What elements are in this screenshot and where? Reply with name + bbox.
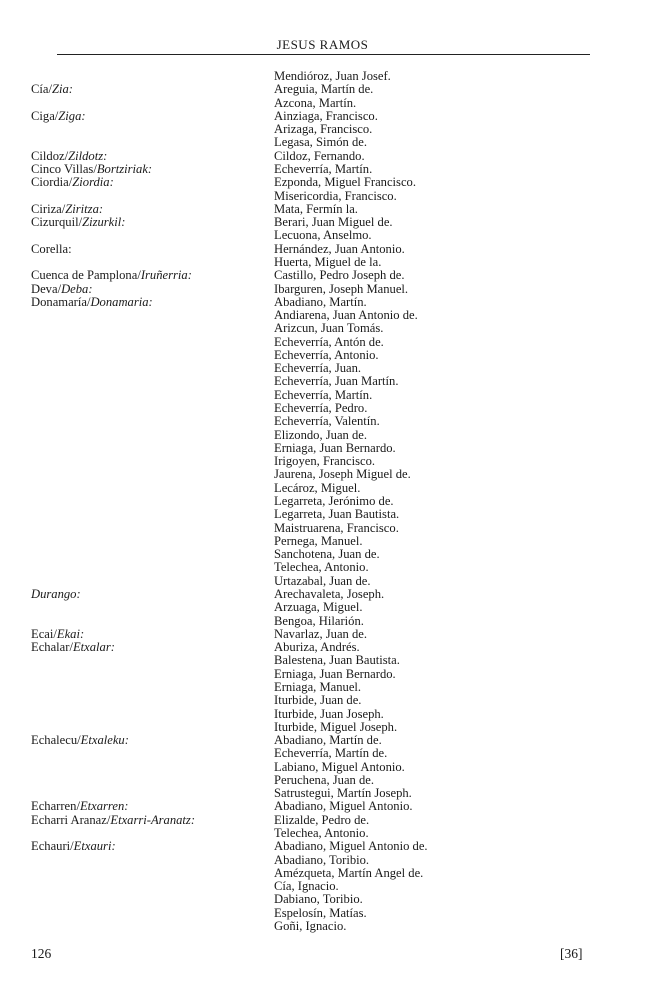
person-name: Abadiano, Martín de. (274, 733, 382, 748)
place-basque: Ziga: (58, 108, 86, 123)
place-name (31, 814, 195, 827)
place-name (31, 83, 73, 96)
index-row (0, 880, 645, 893)
index-row (0, 601, 645, 614)
person-name: Misericordia, Francisco. (274, 188, 397, 203)
header-rule (57, 54, 590, 55)
index-row (0, 243, 645, 256)
index-row (0, 269, 645, 282)
index-row (0, 893, 645, 906)
place-spanish: Ciordia/ (31, 175, 73, 190)
place-basque: Ziordia: (72, 175, 114, 190)
person-name: Erniaga, Juan Bernardo. (274, 666, 396, 681)
index-row (0, 176, 645, 189)
person-name: Erniaga, Juan Bernardo. (274, 440, 396, 455)
person-name: Peruchena, Juan de. (274, 772, 375, 787)
index-row (0, 495, 645, 508)
place-spanish: Ecai/ (31, 626, 57, 641)
person-name: Jaurena, Joseph Miguel de. (274, 467, 411, 482)
index-row (0, 216, 645, 229)
person-name: Cía, Ignacio. (274, 879, 339, 894)
index-row (0, 163, 645, 176)
index-row (0, 814, 645, 827)
index-row (0, 615, 645, 628)
index-row (0, 229, 645, 242)
person-name: Pernega, Manuel. (274, 533, 363, 548)
place-basque: Bortziriak: (96, 161, 153, 176)
person-name: Bengoa, Hilarión. (274, 613, 364, 628)
person-name: Arizcun, Juan Tomás. (274, 321, 384, 336)
place-basque: Donamaria: (90, 294, 153, 309)
person-name: Mata, Fermín la. (274, 201, 358, 216)
person-name: Ainziaga, Francisco. (274, 108, 378, 123)
person-name: Iturbide, Juan Joseph. (274, 706, 384, 721)
place-spanish: Echarri Aranaz/ (31, 812, 111, 827)
index-row (0, 522, 645, 535)
index-row (0, 336, 645, 349)
person-name: Echeverría, Juan Martín. (274, 374, 399, 389)
index-row (0, 309, 645, 322)
index-row (0, 442, 645, 455)
place-name (31, 840, 116, 853)
person-name: Lecároz, Miguel. (274, 480, 361, 495)
person-name: Hernández, Juan Antonio. (274, 241, 405, 256)
index-row (0, 508, 645, 521)
place-spanish: Ciriza/ (31, 201, 66, 216)
person-name: Echeverría, Martín de. (274, 746, 388, 761)
index-row (0, 827, 645, 840)
index-row (0, 694, 645, 707)
person-name: Irigoyen, Francisco. (274, 454, 376, 469)
index-row (0, 787, 645, 800)
person-name: Echeverría, Martín. (274, 387, 373, 402)
person-name: Espelosín, Matías. (274, 905, 367, 920)
person-name: Telechea, Antonio. (274, 826, 369, 841)
index-row (0, 561, 645, 574)
person-name: Telechea, Antonio. (274, 560, 369, 575)
person-name: Legarreta, Jerónimo de. (274, 494, 394, 508)
index-row (0, 150, 645, 163)
person-name: Abadiano, Miguel Antonio. (274, 799, 413, 814)
person-name: Ezponda, Miguel Francisco. (274, 175, 416, 190)
running-header: JESUS RAMOS (276, 37, 369, 52)
index-row (0, 641, 645, 654)
place-basque: Zildotz: (68, 148, 108, 163)
person-name: Abadiano, Toribio. (274, 852, 370, 867)
index-row (0, 867, 645, 880)
place-basque: Etxaleku: (80, 733, 129, 748)
person-name: Navarlaz, Juan de. (274, 626, 368, 641)
index-row (0, 256, 645, 269)
place-spanish: Cuenca de Pamplona/ (31, 268, 141, 283)
index-row (0, 97, 645, 110)
index-row (0, 283, 645, 296)
place-spanish: Ciga/ (31, 108, 59, 123)
person-name: Goñi, Ignacio. (274, 919, 347, 933)
place-basque: Etxalar: (72, 640, 115, 655)
index-row (0, 668, 645, 681)
person-name: Huerta, Miguel de la. (274, 254, 382, 269)
index-row (0, 70, 645, 83)
place-basque: Zia: (52, 82, 73, 97)
place-spanish: Cinco Villas/ (31, 161, 97, 176)
place-spanish: Deva/ (31, 281, 62, 296)
index-row (0, 362, 645, 375)
place-spanish: Cizurquil/ (31, 215, 83, 230)
index-row (0, 907, 645, 920)
person-name: Echeverría, Antonio. (274, 347, 379, 362)
person-name: Andiarena, Juan Antonio de. (274, 308, 418, 323)
place-spanish: Echalar/ (31, 640, 73, 655)
index-row (0, 110, 645, 123)
person-name: Arechavaleta, Joseph. (274, 586, 385, 601)
place-basque: Deba: (61, 281, 93, 296)
person-name: Cildoz, Fernando. (274, 148, 365, 163)
person-name: Sanchotena, Juan de. (274, 547, 380, 562)
index-row (0, 747, 645, 760)
page-number: 126 (31, 946, 52, 961)
person-name: Erniaga, Manuel. (274, 679, 362, 694)
person-name: Urtazabal, Juan de. (274, 573, 371, 588)
place-basque: Ekai: (56, 626, 85, 641)
index-row (0, 296, 645, 309)
person-name: Maistruarena, Francisco. (274, 520, 399, 535)
place-basque: Iruñerria: (140, 268, 192, 283)
index-list (0, 70, 645, 933)
index-row (0, 83, 645, 96)
place-basque: Zizurkil: (82, 215, 126, 230)
index-row (0, 774, 645, 787)
place-spanish: Echauri/ (31, 839, 74, 854)
person-name: Iturbide, Miguel Joseph. (274, 719, 398, 734)
index-row (0, 588, 645, 601)
index-row (0, 349, 645, 362)
place-name (31, 243, 72, 256)
place-name (31, 296, 153, 309)
index-row (0, 800, 645, 813)
bracket-page-number: [36] (560, 946, 583, 961)
person-name: Labiano, Miguel Antonio. (274, 759, 405, 774)
index-row (0, 190, 645, 203)
place-spanish: Cildoz/ (31, 148, 69, 163)
person-name: Elizondo, Juan de. (274, 427, 368, 442)
person-name: Echeverría, Pedro. (274, 401, 368, 416)
index-row (0, 575, 645, 588)
index-row (0, 375, 645, 388)
person-name: Echeverría, Juan. (274, 361, 362, 376)
place-name (31, 588, 81, 601)
index-row (0, 203, 645, 216)
place-basque: Ziritza: (65, 201, 104, 216)
index-row (0, 415, 645, 428)
index-row (0, 920, 645, 933)
place-basque: Etxarren: (79, 799, 129, 814)
person-name: Abadiano, Martín. (274, 294, 367, 309)
index-row (0, 123, 645, 136)
person-name: Lecuona, Anselmo. (274, 228, 372, 243)
place-basque: Etxarri-Aranatz: (110, 812, 196, 827)
person-name: Dabiano, Toribio. (274, 892, 363, 907)
index-row (0, 654, 645, 667)
place-spanish: Echarren/ (31, 799, 80, 814)
index-row (0, 721, 645, 734)
person-name: Abadiano, Miguel Antonio de. (274, 839, 428, 854)
index-row (0, 322, 645, 335)
person-name: Balestena, Juan Bautista. (274, 653, 400, 668)
place-name (31, 176, 114, 189)
person-name: Legasa, Simón de. (274, 135, 368, 150)
person-name: Areguia, Martín de. (274, 82, 374, 97)
index-row (0, 734, 645, 747)
index-row (0, 681, 645, 694)
index-row (0, 628, 645, 641)
person-name: Aburiza, Andrés. (274, 640, 360, 655)
place-name (31, 734, 129, 747)
person-name: Echeverría, Antón de. (274, 334, 384, 349)
person-name: Echeverría, Valentín. (274, 414, 380, 429)
place-spanish: Cía/ (31, 82, 52, 97)
index-row (0, 482, 645, 495)
place-name (31, 216, 125, 229)
place-spanish: Echalecu/ (31, 733, 81, 748)
person-name: Satrustegui, Martín Joseph. (274, 786, 412, 801)
index-row (0, 535, 645, 548)
place-basque: Durango: (31, 586, 81, 601)
person-name: Arzuaga, Miguel. (274, 600, 363, 615)
index-row (0, 455, 645, 468)
index-row (0, 402, 645, 415)
person-name: Berari, Juan Miguel de. (274, 215, 393, 230)
index-row (0, 854, 645, 867)
index-row (0, 468, 645, 481)
index-row (0, 389, 645, 402)
place-name (31, 641, 115, 654)
index-row (0, 548, 645, 561)
index-row (0, 708, 645, 721)
index-row (0, 761, 645, 774)
person-name: Elizalde, Pedro de. (274, 812, 370, 827)
place-spanish: Donamaría/ (31, 294, 91, 309)
place-spanish: Corella: (31, 241, 72, 256)
index-row (0, 429, 645, 442)
person-name: Legarreta, Juan Bautista. (274, 507, 400, 522)
person-name: Echeverría, Martín. (274, 161, 373, 176)
place-basque: Etxauri: (73, 839, 116, 854)
person-name: Castillo, Pedro Joseph de. (274, 268, 405, 283)
person-name: Ibarguren, Joseph Manuel. (274, 281, 409, 296)
person-name: Mendióroz, Juan Josef. (274, 69, 391, 83)
index-row (0, 136, 645, 149)
person-name: Arizaga, Francisco. (274, 122, 373, 137)
place-name (31, 110, 86, 123)
index-row (0, 840, 645, 853)
person-name: Amézqueta, Martín Angel de. (274, 865, 424, 880)
person-name: Iturbide, Juan de. (274, 693, 362, 708)
person-name: Azcona, Martín. (274, 95, 357, 110)
